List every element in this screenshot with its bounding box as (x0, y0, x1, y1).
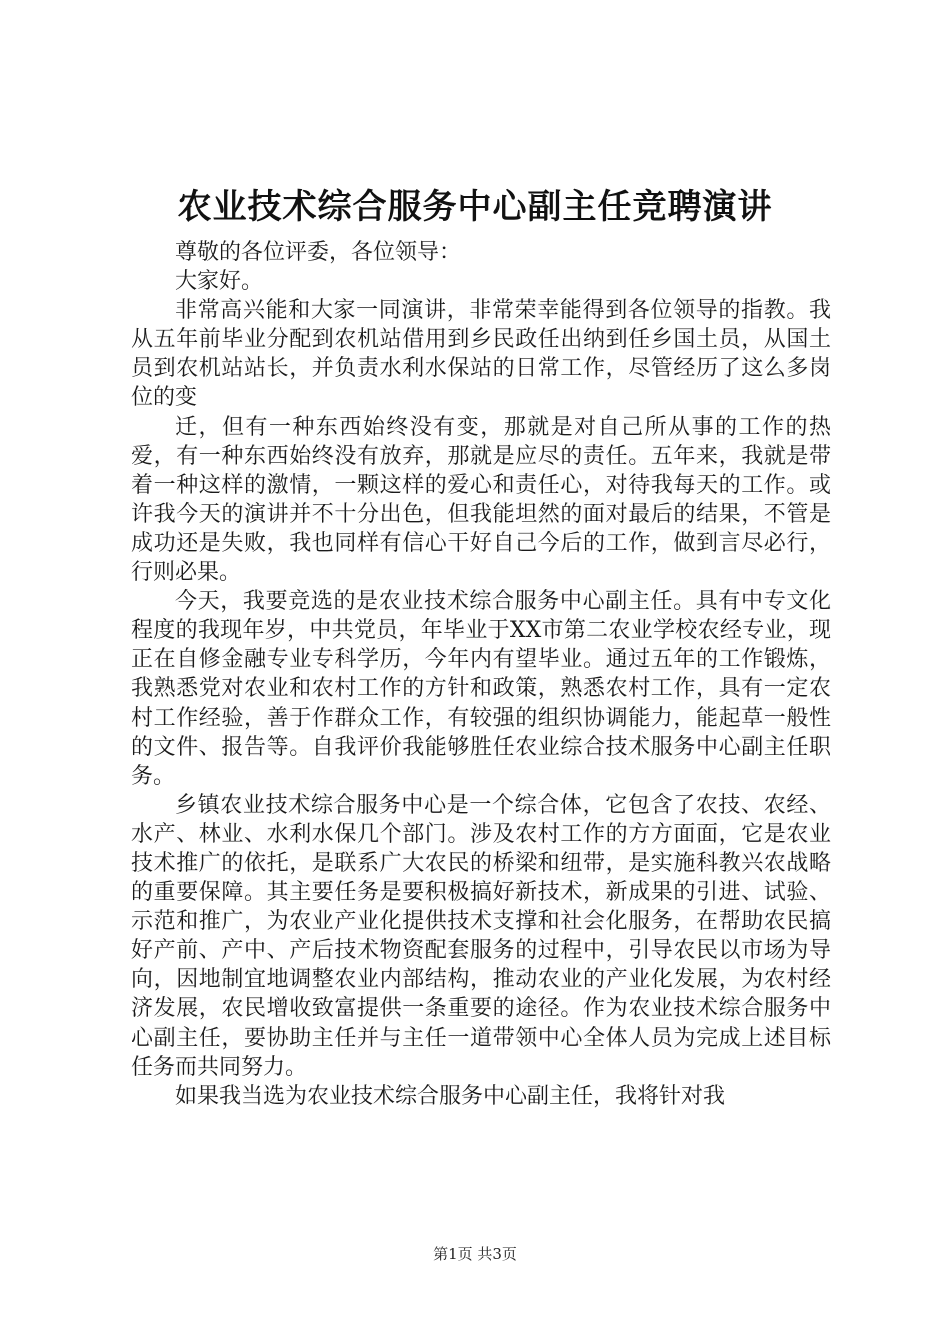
document-title: 农业技术综合服务中心副主任竞聘演讲 (177, 187, 773, 227)
paragraph-plan: 如果我当选为农业技术综合服务中心副主任，我将针对我 (175, 1083, 726, 1109)
document-body (131, 238, 831, 1111)
paragraph-candidate-background: 今天，我要竞选的是农业技术综合服务中心副主任。具有中专文化程度的我现年岁，中共党员，年毕业于XX市第二农业学校农经专业，现正在自修金融专业专科学历，今年内有望毕业。通过五年的工作锻炼，我熟悉党对农业和农村工作的方针和政策，熟悉农村工作，具有一定农村工作经验，善于作群众工作，有较强的组织协调能力，能起草一般性的文件、报告等。自我评价我能够胜任农业综合技术服务中心副主任职务。 (131, 589, 831, 789)
paragraph-center-description: 乡镇农业技术综合服务中心是一个综合体，它包含了农技、农经、水产、林业、水利水保几个部门。涉及农村工作的方方面面，它是农业技术推广的依托，是联系广大农民的桥梁和纽带，是实施科教兴农战略的重要保障。其主要任务是要积极搞好新技术，新成果的引进、试验、示范和推广，为农业产业化提供技术支撑和社会化服务，在帮助农民搞好产前、产中、产后技术物资配套服务的过程中，引导农民以市场为导向，因地制宜地调整农业内部结构，推动农业的产业化发展，为农村经济发展，农民增收致富提供一条重要的途径。作为农业技术综合服务中心副主任，要协助主任并与主任一道带领中心全体人员为完成上述目标任务而共同努力。 (131, 792, 831, 1080)
paragraph-intro-continued: 迁，但有一种东西始终没有变，那就是对自己所从事的工作的热爱，有一种东西始终没有放弃，那就是应尽的责任。五年来，我就是带着一种这样的激情，一颗这样的爱心和责任心，对待我每天的工作。或许我今天的演讲并不十分出色，但我能坦然的面对最后的结果，不管是成功还是失败，我也同样有信心干好自己今后的工作，做到言尽必行，行则必果。 (131, 414, 831, 586)
paragraph-greeting: 大家好。 (175, 269, 264, 295)
page-number-footer: 第1页 共3页 (433, 1245, 517, 1263)
paragraph-intro: 非常高兴能和大家一同演讲，非常荣幸能得到各位领导的指教。我从五年前毕业分配到农机站借用到乡民政任出纳到任乡国土员，从国土员到农机站站长，并负责水利水保站的日常工作，尽管经历了这么多岗位的变 (131, 298, 831, 411)
paragraph-salutation: 尊敬的各位评委，各位领导： (175, 240, 462, 265)
